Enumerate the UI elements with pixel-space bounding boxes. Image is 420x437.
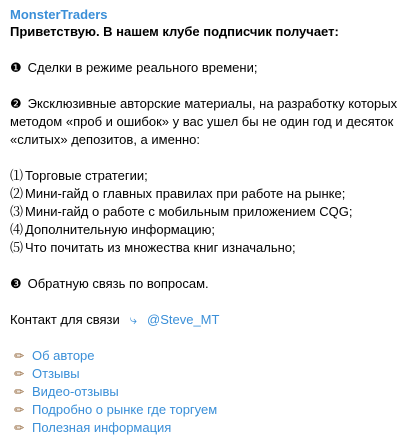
greeting-text: Приветствую. В нашем клубе подписчик получает: bbox=[10, 24, 339, 39]
point-2 bbox=[10, 95, 410, 149]
list-item bbox=[10, 167, 410, 185]
list-item bbox=[10, 347, 410, 365]
point-2-text-line-2: методом «проб и ошибок» у вас ушел бы не один год и десяток bbox=[10, 114, 394, 129]
number-4-icon: ⑷ bbox=[10, 222, 24, 237]
about-author-link[interactable]: Об авторе bbox=[32, 348, 95, 363]
contact-label: Контакт для связи bbox=[10, 312, 120, 327]
materials-list bbox=[10, 167, 410, 257]
list-item bbox=[10, 419, 410, 437]
list-item bbox=[10, 365, 410, 383]
pencil-icon: ✏ bbox=[13, 349, 25, 363]
list-item bbox=[10, 239, 410, 257]
pencil-icon: ✏ bbox=[13, 367, 25, 381]
arrow-icon: ⤷ bbox=[129, 312, 138, 327]
video-reviews-link[interactable]: Видео-отзывы bbox=[32, 384, 119, 399]
bullet-3-icon: ❸ bbox=[10, 276, 22, 291]
number-5-icon: ⑸ bbox=[10, 240, 24, 255]
pencil-icon: ✏ bbox=[13, 421, 25, 435]
list-item-text: Мини-гайд о работе с мобильным приложением CQG; bbox=[25, 204, 353, 219]
list-item bbox=[10, 401, 410, 419]
sender-name[interactable]: MonsterTraders bbox=[10, 7, 108, 22]
list-item bbox=[10, 383, 410, 401]
list-item bbox=[10, 203, 410, 221]
point-2-text-line-3: «слитых» депозитов, а именно: bbox=[10, 132, 201, 147]
number-2-icon: ⑵ bbox=[10, 186, 24, 201]
point-1 bbox=[10, 59, 410, 77]
point-2-text-line-1: Эксклюзивные авторские материалы, на разработку которых bbox=[27, 96, 398, 111]
useful-info-link[interactable]: Полезная информация bbox=[32, 420, 172, 435]
pencil-icon: ✏ bbox=[13, 385, 25, 399]
contact-line bbox=[10, 311, 410, 329]
list-item bbox=[10, 221, 410, 239]
point-3-text: Обратную связь по вопросам. bbox=[27, 276, 209, 291]
list-item-text: Мини-гайд о главных правилах при работе на рынке; bbox=[25, 186, 346, 201]
number-1-icon: ⑴ bbox=[10, 168, 24, 183]
point-1-text: Сделки в режиме реального времени; bbox=[27, 60, 258, 75]
bullet-1-icon: ❶ bbox=[10, 60, 22, 75]
pencil-icon: ✏ bbox=[13, 403, 25, 417]
contact-handle-link[interactable]: @Steve_MT bbox=[147, 312, 220, 327]
list-item-text: Торговые стратегии; bbox=[25, 168, 148, 183]
list-item-text: Что почитать из множества книг изначально; bbox=[25, 240, 296, 255]
reviews-link[interactable]: Отзывы bbox=[32, 366, 80, 381]
list-item-text: Дополнительную информацию; bbox=[25, 222, 216, 237]
number-3-icon: ⑶ bbox=[10, 204, 24, 219]
point-3 bbox=[10, 275, 410, 293]
bullet-2-icon: ❷ bbox=[10, 96, 22, 111]
links-list bbox=[10, 347, 410, 437]
market-details-link[interactable]: Подробно о рынке где торгуем bbox=[32, 402, 218, 417]
list-item bbox=[10, 185, 410, 203]
